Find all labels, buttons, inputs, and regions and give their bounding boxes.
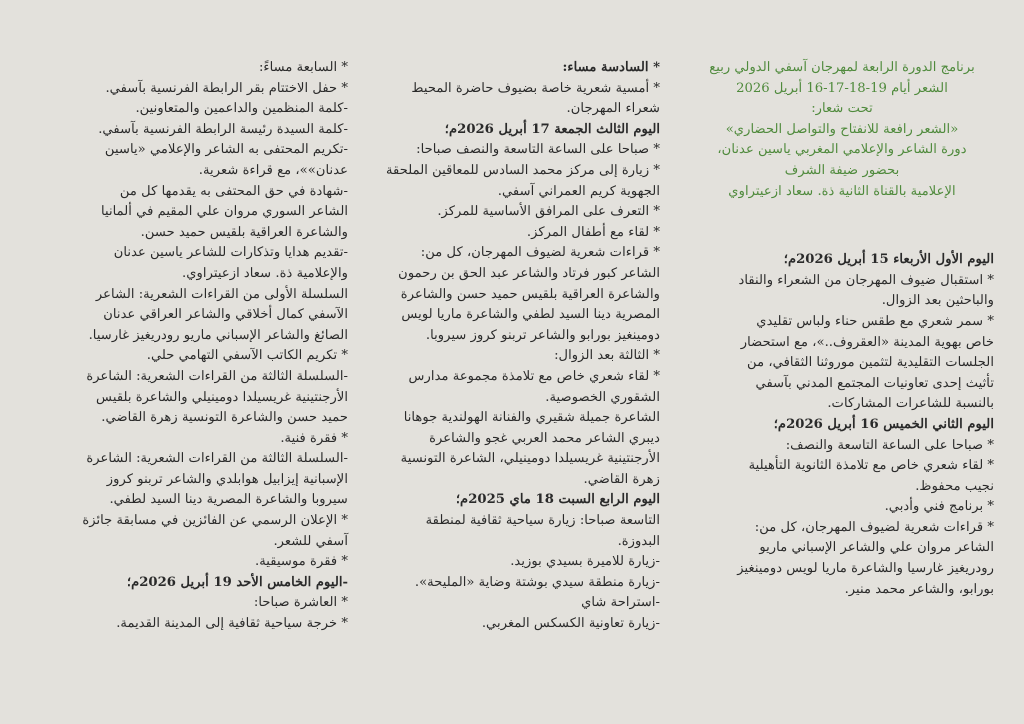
program-column-left [28,58,348,635]
text-line: دورة الشاعر والإعلامي المغربي ياسين عدنان، [717,142,967,158]
text-line: الجهوية كريم العمراني آسفي. [497,183,660,199]
text-line: الجلسات التقليدية لتثمين موروثنا الثقافي، من [747,355,994,371]
program-header [690,58,994,202]
day-heading: اليوم الثاني الخميس 16 أبريل 2026م؛ [773,416,994,432]
text-line: الشقوري الخصوصية. [545,389,660,405]
text-line: -تقديم هدايا وتذكارات للشاعر ياسين عدنان [113,245,348,261]
text-line: بالنسبة للشاعرات المشاركات. [827,396,994,412]
program-body [690,250,994,600]
day-heading: اليوم الرابع السبت 18 ماي 2025م؛ [455,492,660,508]
text-line: الإعلامية بالقناة الثانية ذة. سعاد ازعيتراوي [728,183,956,199]
text-line: نجيب محفوظ. [915,478,994,494]
text-line: تحت شعار: [811,101,873,117]
text-line: زهرة القاضي. [583,471,660,487]
text-line: ديبري الشاعر محمد العربي غجو والشاعرة [429,430,660,446]
text-line: * صباحا على الساعة التاسعة والنصف: [785,437,994,453]
text-line: * لقاء مع أطفال المركز. [526,224,660,240]
text-line: -زيارة منطقة سيدي بوشتة وضاية «المليحة». [414,574,660,590]
text-line: * السابعة مساءً: [258,60,348,75]
program-column-right [690,58,994,600]
text-line: * أمسية شعرية خاصة بضيوف حاضرة المحيط [411,80,660,96]
text-line: الآسفي كمال أخلاقي والشاعر العراقي عدنان [103,307,348,323]
text-line: * سمر شعري مع طقس حناء ولباس تقليدي [756,313,994,329]
day-heading: اليوم الأول الأربعاء 15 أبريل 2026م؛ [783,252,994,268]
text-line: المصرية دينا السيد لطفي والشاعرة ماريا لويس [401,307,660,323]
text-line: «الشعر رافعة للانفتاح والتواصل الحضاري» [725,121,959,137]
text-line: الشاعر السوري مروان علي المقيم في ألمانيا [100,204,348,220]
text-line: * فقرة فنية. [280,430,348,446]
text-line: * قراءات شعرية لضيوف المهرجان، كل من: [754,519,994,535]
text-line: -تكريم المحتفى به الشاعر والإعلامي «ياسين [104,142,348,158]
text-line: والشاعرة العراقية بلقيس حميد حسن والشاعرة [400,286,660,302]
header-gap [690,202,994,250]
text-line: -زيارة تعاونية الكسكس المغربي. [481,616,660,632]
text-line: سيروبا والشاعرة المصرية دينا السيد لطفي. [109,492,348,508]
day-heading: * السادسة مساء: [562,60,660,75]
text-line: الشاعر كبور فرتاد والشاعر عبد الحق بن رحمون [398,265,660,281]
text-line: * صباحا على الساعة التاسعة والنصف صباحا: [416,142,660,158]
text-line: -السلسلة الثالثة من القراءات الشعرية: الشاعرة [86,451,348,467]
text-line: -زيارة للاميرة بسيدي بوزيد. [510,554,660,570]
text-line: الشاعرة جميلة شقيري والفنانة الهولندية جوهانا [403,410,660,426]
text-line: تأثيث إحدى تعاونيات المجتمع المدني بآسفي [755,375,994,391]
text-line: الصائغ والشاعر الإسباني ماريو رودريغيز غارسيا. [88,327,348,343]
text-line: * حفل الاختتام بقر الرابطة الفرنسية بآسفي. [105,80,348,96]
text-line: * برنامج فني وأدبي. [884,499,994,515]
text-line: الشاعر مروان علي والشاعر الإسباني ماريو [759,540,994,556]
text-line: * العاشرة صباحا: [253,595,348,611]
text-line: * الإعلان الرسمي عن الفائزين في مسابقة جائزة [82,513,348,529]
day-heading: -اليوم الخامس الأحد 19 أبريل 2026م؛ [126,574,348,590]
text-line: والباحثين بعد الزوال. [881,293,994,309]
day-heading: اليوم الثالث الجمعة 17 أبريل 2026م؛ [444,121,660,137]
text-line: الإسبانية إيزابيل هوابلدي والشاعر تربنو كروز [106,471,348,487]
text-line: بورابو، والشاعر محمد منير. [844,581,994,597]
text-line: الأرجنتينية غريسيلدا دومينيلي والشاعرة بلقيس [96,389,348,405]
text-line: * قراءات شعرية لضيوف المهرجان، كل من: [420,245,660,261]
text-line: * الثالثة بعد الزوال: [554,348,660,364]
text-line: برنامج الدورة الرابعة لمهرجان آسفي الدولي ربيع [709,60,975,75]
text-line: بحضور ضيفة الشرف [784,162,900,178]
text-line: آسفي للشعر. [273,533,348,549]
text-line: الأرجنتينية غريسيلدا دومينيلي، الشاعرة التونسية [400,451,660,467]
text-line: * تكريم الكاتب الآسفي التهامي حلي. [146,348,348,364]
text-line: * فقرة موسيقية. [255,554,348,570]
text-line: التاسعة صباحا: زيارة سياحية ثقافية لمنطقة [425,513,660,529]
text-line: خاص بهوية المدينة «العقروف..»، مع استحضار [740,334,994,350]
text-line: والشاعرة العراقية بلقيس حميد حسن. [140,224,348,240]
text-line: -كلمة المنظمين والداعمين والمتعاونين. [135,101,348,117]
text-line: دومينغيز بورابو والشاعر تربنو كروز سيروبا. [425,327,660,343]
text-line: -استراحة شاي [581,595,660,611]
text-line: السلسلة الأولى من القراءات الشعرية: الشاعر [95,286,348,302]
program-column-middle [362,58,660,635]
text-line: * استقبال ضيوف المهرجان من الشعراء والنقاد [738,272,994,288]
text-line: شعراء المهرجان. [566,101,660,117]
text-line: * لقاء شعري خاص مع تلامذة مجموعة مدارس [408,368,660,384]
text-line: عدنان»»، مع قراءة شعرية. [198,162,348,178]
text-line: حميد حسن والشاعرة التونسية زهرة القاضي. [101,410,348,426]
text-line: * التعرف على المرافق الأساسية للمركز. [437,204,660,220]
text-line: * لقاء شعري خاص مع تلامذة الثانوية التأهيلية [748,458,994,474]
text-line: والإعلامية ذة. سعاد ازعيتراوي. [182,265,348,281]
text-line: البدوزة. [617,533,660,549]
text-line: -السلسلة الثالثة من القراءات الشعرية: الشاعرة [86,368,348,384]
text-line: * خرجة سياحية ثقافية إلى المدينة القديمة. [116,616,348,632]
text-line: * زيارة إلى مركز محمد السادس للمعاقين الملحقة [385,162,660,178]
text-line: -كلمة السيدة رئيسة الرابطة الفرنسية بآسفي. [98,121,348,137]
text-line: رودريغيز غارسيا والشاعرة ماريا لويس دومينغيز [737,561,994,577]
text-line: -شهادة في حق المحتفى به يقدمها كل من [119,183,348,199]
text-line: الشعر أيام 19-18-17-16 أبريل 2026 [736,80,948,96]
